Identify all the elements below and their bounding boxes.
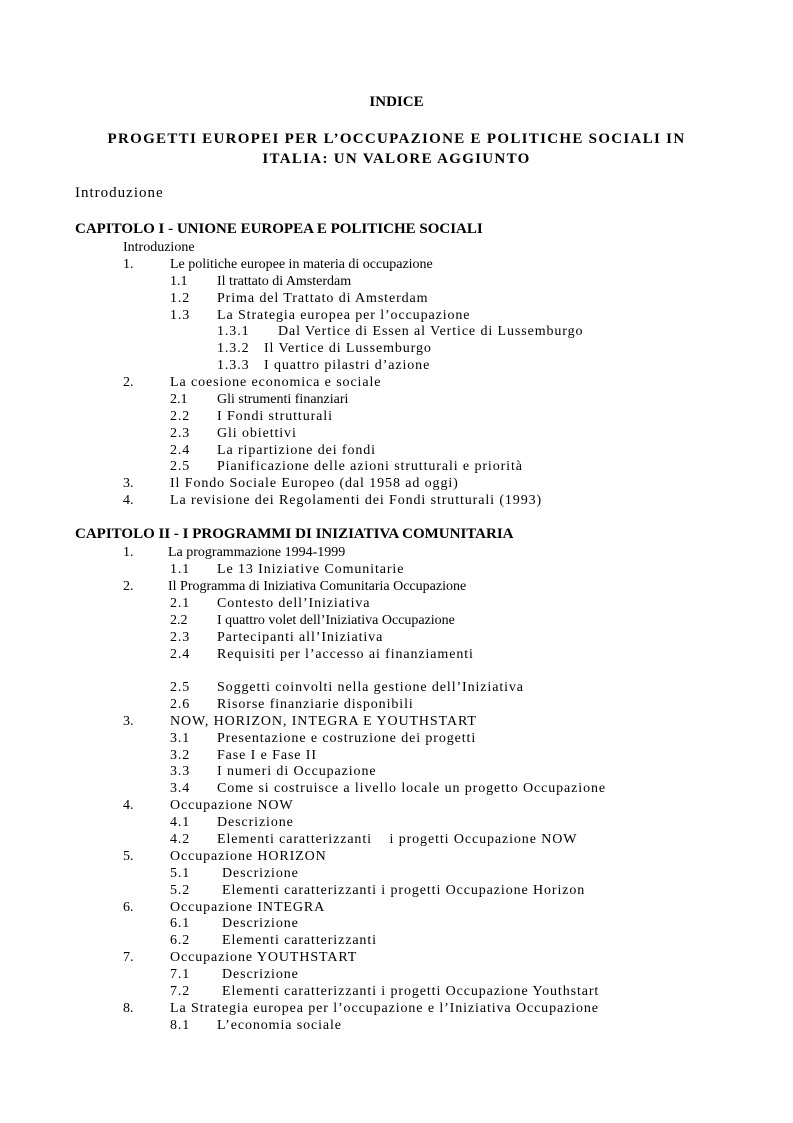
toc-number: 3.2 (170, 748, 191, 763)
toc-number: 2.4 (170, 443, 191, 458)
toc-entry: Elementi caratterizzanti (222, 933, 377, 948)
toc-entry: La ripartizione dei fondi (217, 443, 376, 458)
toc-entry: Le politiche europee in materia di occupazione (170, 257, 433, 272)
toc-number: 4.1 (170, 815, 191, 830)
toc-entry: Requisiti per l’accesso ai finanziamenti (217, 647, 474, 662)
toc-number: 2.2 (170, 409, 191, 424)
toc-number: 4. (123, 798, 134, 813)
toc-entry: Descrizione (217, 815, 294, 830)
toc-entry: Descrizione (222, 866, 299, 881)
toc-entry: Contesto dell’Iniziativa (217, 596, 371, 611)
toc-entry: Occupazione YOUTHSTART (170, 950, 358, 965)
toc-number: 2. (123, 579, 134, 594)
toc-number: 5.1 (170, 866, 191, 881)
toc-number: 2.6 (170, 697, 191, 712)
toc-number: 7.1 (170, 967, 191, 982)
toc-entry: Il Fondo Sociale Europeo (dal 1958 ad oggi) (170, 476, 459, 491)
toc-entry: Partecipanti all’Iniziativa (217, 630, 384, 645)
toc-number: 3. (123, 714, 134, 729)
toc-number: 7.2 (170, 984, 191, 999)
toc-number: 1.3.1 (217, 324, 250, 339)
toc-number: 5.2 (170, 883, 191, 898)
toc-number: 1.1 (170, 562, 191, 577)
toc-number: 2.2 (170, 613, 188, 628)
toc-entry: La programmazione 1994-1999 (168, 545, 346, 560)
toc-entry: La Strategia europea per l’occupazione e l’Iniziativa Occupazione (170, 1001, 599, 1016)
toc-entry: I numeri di Occupazione (217, 764, 377, 779)
toc-entry: Fase I e Fase II (217, 748, 317, 763)
toc-number: 7. (123, 950, 134, 965)
toc-entry: Occupazione INTEGRA (170, 900, 326, 915)
toc-entry: I quattro volet dell’Iniziativa Occupazione (217, 613, 455, 628)
toc-entry: Gli obiettivi (217, 426, 297, 441)
toc-entry: Il Programma di Iniziativa Comunitaria Occupazione (168, 579, 467, 594)
toc-entry: Il trattato di Amsterdam (217, 274, 352, 289)
toc-number: 2.4 (170, 647, 191, 662)
toc-entry: Elementi caratterizzanti i progetti Occupazione Horizon (222, 883, 586, 898)
toc-number: 2.5 (170, 459, 191, 474)
toc-entry: Gli strumenti finanziari (217, 392, 349, 407)
toc-number: 2.1 (170, 392, 188, 407)
chapter-1-title: CAPITOLO I - UNIONE EUROPEA E POLITICHE SOCIALI (75, 221, 483, 237)
toc-number: 3.3 (170, 764, 191, 779)
document-title-line-2: ITALIA: UN VALORE AGGIUNTO (262, 151, 531, 167)
toc-entry: NOW, HORIZON, INTEGRA E YOUTHSTART (170, 714, 477, 729)
toc-number: 2. (123, 375, 134, 390)
toc-number: 1.2 (170, 291, 191, 306)
toc-entry: La revisione dei Regolamenti dei Fondi strutturali (1993) (170, 493, 543, 508)
toc-number: 6. (123, 900, 134, 915)
toc-number: 2.1 (170, 596, 191, 611)
toc-entry: Elementi caratterizzanti i progetti Occupazione Youthstart (222, 984, 600, 999)
toc-entry: I Fondi strutturali (217, 409, 333, 424)
toc-number: 1. (123, 545, 134, 560)
toc-entry: Occupazione NOW (170, 798, 294, 813)
toc-entry: Occupazione HORIZON (170, 849, 327, 864)
toc-number: 2.5 (170, 680, 191, 695)
toc-entry: Dal Vertice di Essen al Vertice di Lussemburgo (278, 324, 584, 339)
toc-entry: La coesione economica e sociale (170, 375, 382, 390)
toc-number: 4. (123, 493, 134, 508)
chapter-1-introduction: Introduzione (123, 240, 195, 255)
toc-number: 8.1 (170, 1018, 191, 1033)
toc-number: 8. (123, 1001, 134, 1016)
toc-number: 1.3.2 (217, 341, 250, 356)
toc-entry: Pianificazione delle azioni strutturali e priorità (217, 459, 523, 474)
toc-entry: Soggetti coinvolti nella gestione dell’Iniziativa (217, 680, 524, 695)
toc-number: 6.2 (170, 933, 191, 948)
toc-entry: Descrizione (222, 916, 299, 931)
toc-entry: Il Vertice di Lussemburgo (264, 341, 432, 356)
toc-number: 3.1 (170, 731, 191, 746)
toc-number: 1.3 (170, 308, 191, 323)
toc-entry: La Strategia europea per l’occupazione (217, 308, 471, 323)
toc-number: 4.2 (170, 832, 191, 847)
toc-entry: Presentazione e costruzione dei progetti (217, 731, 477, 746)
toc-number: 2.3 (170, 630, 191, 645)
toc-entry: Elementi caratterizzanti i progetti Occupazione NOW (217, 832, 578, 847)
toc-number: 3.4 (170, 781, 191, 796)
toc-number: 5. (123, 849, 134, 864)
toc-number: 1. (123, 257, 134, 272)
toc-entry: I quattro pilastri d’azione (264, 358, 431, 373)
toc-entry: Le 13 Iniziative Comunitarie (217, 562, 405, 577)
toc-number: 6.1 (170, 916, 191, 931)
toc-introduction: Introduzione (75, 185, 164, 201)
toc-entry: Descrizione (222, 967, 299, 982)
toc-number: 2.3 (170, 426, 191, 441)
toc-number: 1.3.3 (217, 358, 250, 373)
index-title: INDICE (369, 94, 424, 110)
chapter-2-title: CAPITOLO II - I PROGRAMMI DI INIZIATIVA COMUNITARIA (75, 526, 514, 542)
toc-number: 3. (123, 476, 134, 491)
toc-entry: L’economia sociale (217, 1018, 342, 1033)
toc-number: 1.1 (170, 274, 188, 289)
toc-entry: Come si costruisce a livello locale un progetto Occupazione (217, 781, 606, 796)
document-title-line-1: PROGETTI EUROPEI PER L’OCCUPAZIONE E POLITICHE SOCIALI IN (107, 131, 686, 147)
toc-entry: Risorse finanziarie disponibili (217, 697, 414, 712)
toc-entry: Prima del Trattato di Amsterdam (217, 291, 429, 306)
